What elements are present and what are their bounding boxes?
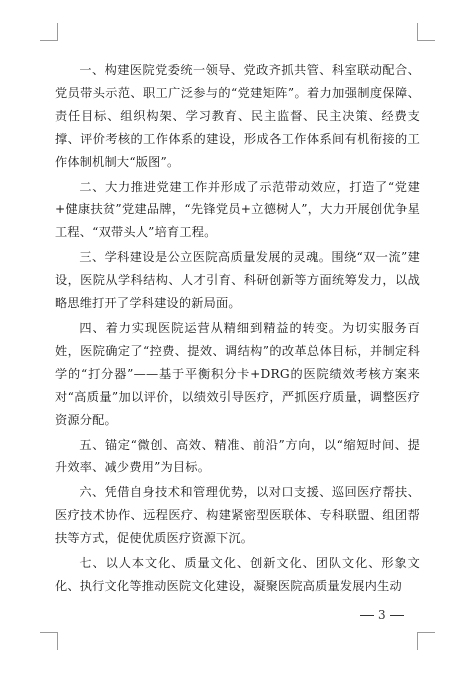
crop-mark-top-right-v bbox=[417, 23, 418, 41]
paragraph-1: 一、构建医院党委统一领导、党政齐抓共管、科室联动配合、党员带头示范、职工广泛参与的“党建矩阵”。着力加强制度保障、责任目标、组织构架、学习教育、民主监督、民主决策、经费支撑、评价考核的工作体系的建设，形成各工作体系间有机衔接的工作体制机制大“版图”。 bbox=[55, 63, 420, 169]
paragraph-3: 三、学科建设是公立医院高质量发展的灵魂。围绕“双一流”建设，医院从学科结构、人才引育、科研创新等方面统筹发力，以战略思维打开了学科建设的新局面。 bbox=[55, 250, 420, 311]
crop-mark-bottom-right-v bbox=[417, 632, 418, 650]
footer-dash-left bbox=[360, 615, 374, 616]
paragraph-5: 五、锚定“微创、高效、精准、前沿”方向，以“缩短时间、提升效率、减少费用”为目标。 bbox=[55, 437, 420, 475]
paragraph-2: 二、大力推进党建工作并形成了示范带动效应，打造了“党建+健康扶贫”党建品牌，“先锋党员+立德树人”，大力开展创优争星工程、“双带头人”培育工程。 bbox=[55, 179, 420, 240]
crop-mark-top-left-h bbox=[40, 40, 58, 41]
paragraph-7: 七、以人本文化、质量文化、创新文化、团队文化、形象文化、执行文化等推动医院文化建设，凝聚医院高质量发展内生动 bbox=[55, 556, 420, 593]
page-number-footer bbox=[360, 608, 430, 622]
crop-mark-top-left-v bbox=[57, 23, 58, 41]
crop-mark-top-right-h bbox=[417, 40, 435, 41]
footer-dash-right bbox=[390, 615, 404, 616]
paragraph-4: 四、着力实现医院运营从精细到精益的转变。为切实服务百姓，医院确定了“控费、提效、调结构”的改革总体目标，并制定科学的“打分器”——基于平衡积分卡+DRG的医院绩效考核方案来对“高质量”加以评价，以绩效引导医疗，严抓医疗质量，调整医疗资源分配。 bbox=[55, 320, 420, 427]
crop-mark-bottom-left-h bbox=[40, 632, 58, 633]
crop-mark-bottom-right-h bbox=[417, 632, 435, 633]
paragraph-6: 六、凭借自身技术和管理优势，以对口支援、巡回医疗帮扶、医疗技术协作、远程医疗、构建紧密型医联体、专科联盟、组团帮扶等方式，促使优质医疗资源下沉。 bbox=[55, 485, 420, 546]
crop-mark-bottom-left-v bbox=[57, 632, 58, 650]
document-body bbox=[55, 59, 420, 600]
page-number: 3 bbox=[378, 608, 386, 622]
